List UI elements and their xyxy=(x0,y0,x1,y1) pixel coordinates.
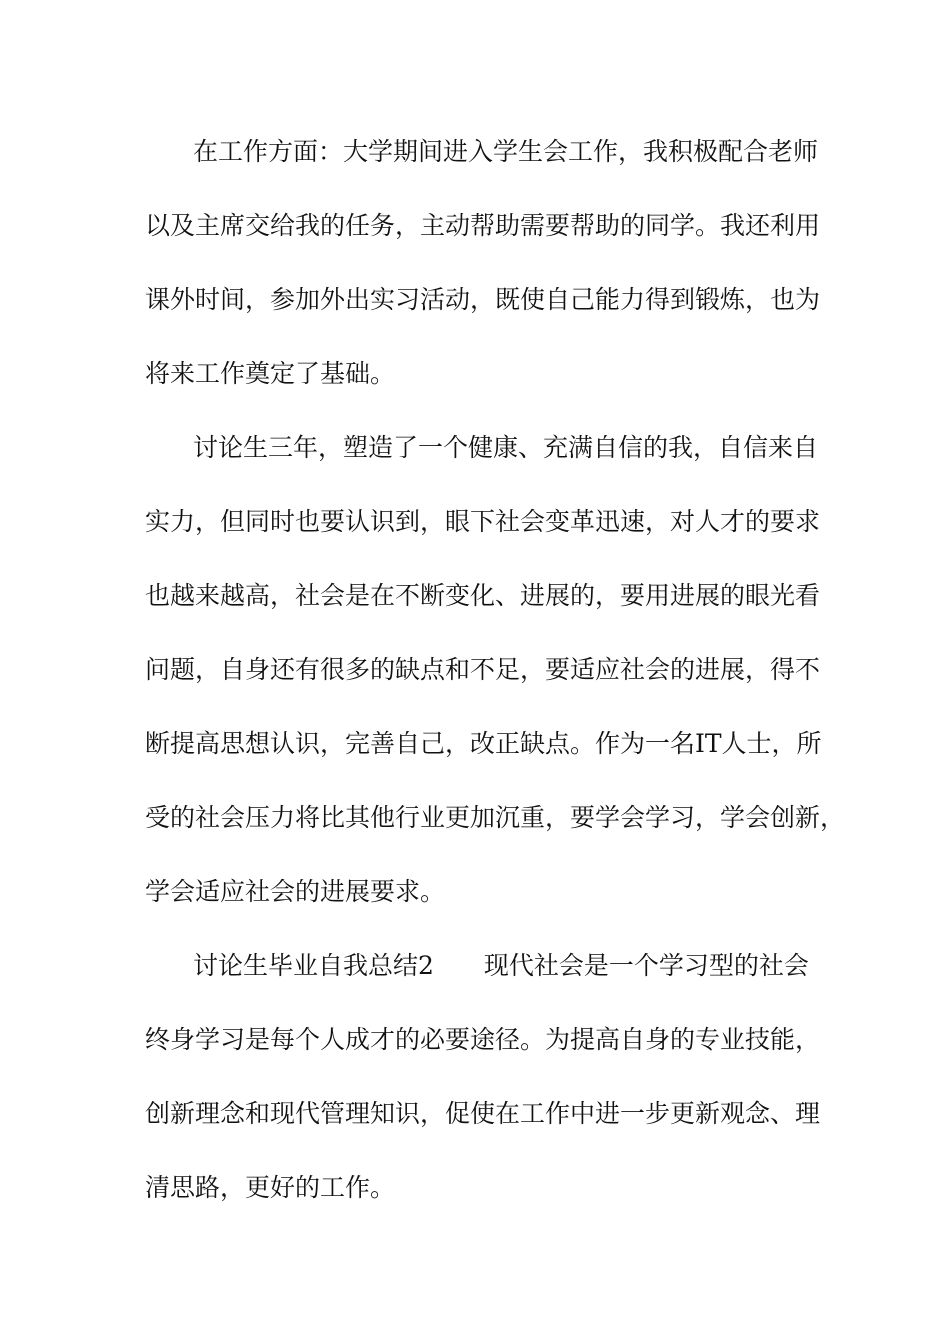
paragraph-3-line-4: 清思路，更好的工作。 xyxy=(145,1173,396,1202)
paragraph-2-line-6: 受的社会压力将比其他行业更加沉重，要学会学习，学会创新， xyxy=(145,803,846,832)
paragraph-3-line-2: 终身学习是每个人成才的必要途径。为提高自身的专业技能， xyxy=(145,1025,821,1054)
paragraph-2-line-7: 学会适应社会的进展要求。 xyxy=(145,877,446,906)
paragraph-2-line-2: 实力，但同时也要认识到，眼下社会变革迅速，对人才的要求 xyxy=(145,507,821,536)
paragraph-3-line-1: 讨论生毕业自我总结2 现代社会是一个学习型的社会 xyxy=(193,951,809,980)
paragraph-1-line-3: 课外时间，参加外出实习活动，既使自己能力得到锻炼，也为 xyxy=(145,285,821,314)
paragraph-2-line-1: 讨论生三年，塑造了一个健康、充满自信的我，自信来自 xyxy=(193,433,819,462)
paragraph-1-line-2: 以及主席交给我的任务，主动帮助需要帮助的同学。我还利用 xyxy=(145,211,821,240)
paragraph-1-line-4: 将来工作奠定了基础。 xyxy=(145,359,396,388)
paragraph-1-line-1: 在工作方面：大学期间进入学生会工作，我积极配合老师 xyxy=(193,137,819,166)
paragraph-2-line-5: 断提高思想认识，完善自己，改正缺点。作为一名IT人士，所 xyxy=(145,729,822,758)
paragraph-3-line-3: 创新理念和现代管理知识，促使在工作中进一步更新观念、理 xyxy=(145,1099,821,1128)
paragraph-2-line-3: 也越来越高，社会是在不断变化、进展的，要用进展的眼光看 xyxy=(145,581,821,610)
paragraph-2-line-4: 问题，自身还有很多的缺点和不足，要适应社会的进展，得不 xyxy=(145,655,821,684)
